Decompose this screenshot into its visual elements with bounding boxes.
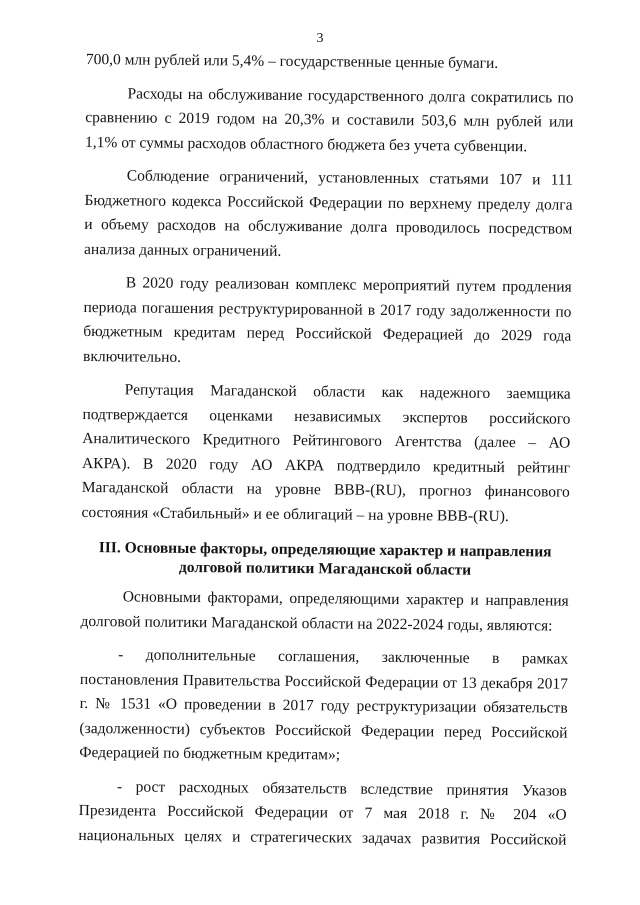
paragraph-factors-intro: Основными факторами, определяющими характер и направления долговой политики Магаданской области на 2022-2024 годы, являются: [80, 588, 569, 635]
section-heading-line-2: долговой политики Магаданской области [178, 558, 472, 579]
list-item: - рост расходных обязательств вследствие принятия Указов Президента Российской Федерации от 7 мая 2018 г. № 204 «О национальных целях и стратегических задачах развития Российской [78, 777, 567, 849]
page-number: 3 [316, 31, 324, 46]
section-heading [81, 538, 569, 581]
paragraph-restructuring: В 2020 году реализован комплекс мероприятий путем продления периода погашения реструктурированной в 2017 году задолженности по бюджетным кредитам перед Российской Федерацией до 2029 года включительно. [82, 274, 572, 366]
list-item: - дополнительные соглашения, заключенные в рамках постановления Правительства Российской Федерации от 13 декабря 2017 г. № 1531 «О проведении в 2017 году реструктуризации обязательств (задолженности) субъектов Российской Федерации перед Российской Федерацией по бюджетным кредитам»; [79, 646, 569, 764]
paragraph-restrictions: Соблюдение ограничений, установленных статьями 107 и 111 Бюджетного кодекса Российской Федерации по верхнему пределу долга и объему расходов на обслуживание долга проводилось посредством анализа данных ограничений. [83, 167, 573, 260]
paragraph-securities: 700,0 млн рублей или 5,4% – государственные ценные бумаги. [85, 50, 499, 72]
paragraph-debt-service: Расходы на обслуживание государственного долга сократились по сравнению с 2019 годом на 20,3% и составили 503,6 млн рублей или 1,1% от суммы расходов областного бюджета без учета субвенции. [85, 84, 574, 155]
document-body [78, 48, 574, 853]
factors-list [78, 643, 568, 853]
section-heading-line-1: III. Основные факторы, определяющие характер и направления [98, 539, 552, 561]
paragraph-reputation: Репутация Магаданской области как надежного заемщика подтверждается оценками независимых экспертов российского Аналитического Кредитного Рейтингового Агентства (далее – АО АКРА). В 2020 году АО АКРА подтвердило кредитный рейтинг Магаданской области на уровне BBB-(RU), прогноз финансового состояния «Стабильный» и ее облигаций – на уровне BBB-(RU). [81, 381, 571, 525]
